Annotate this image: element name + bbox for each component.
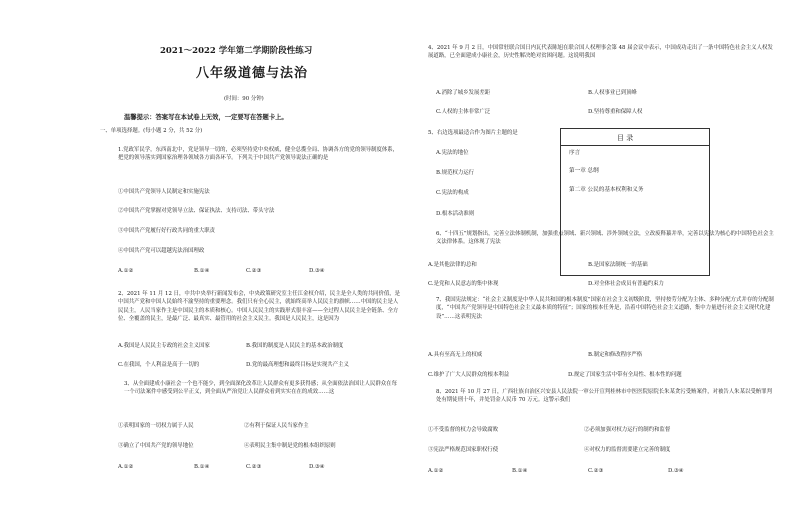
- section-heading: 一、单项选择题。(每小题 2 分，共 52 分): [100, 128, 203, 134]
- q1-option-1: ①中国共产党领导人民制定和实施宪法: [118, 189, 210, 195]
- q2-option-d: D.党的最高理想和最终目标是实现共产主义: [246, 362, 349, 368]
- q5-choice-a: A.宪法的地位: [436, 150, 469, 156]
- q8-option-2: ②必须加强对权力运行的制约和监督: [584, 427, 671, 433]
- q1-choice-d: D.③④: [309, 268, 325, 274]
- toc-chapter-2: 第二章 公民的基本权利和义务: [569, 187, 644, 193]
- q3-option-1: ①表明国家的一切权力属于人民: [118, 423, 194, 429]
- q8-stem: 8、2021 年 10 月 27 日，广西壮族自治区兴安县人民法院一审公开宣判桂林市中医医院原院长朱某贪污受贿案件，对被告人朱某以受贿罪判处有期徒刑十年，并处罚金人民币 70 万元。这警示我们: [436, 389, 772, 404]
- q8-option-3: ③宪法严格规范国家职权行使: [428, 447, 499, 453]
- q5-choice-b: B.规范权力运行: [436, 170, 475, 176]
- q1-choice-a: A.①②: [118, 268, 134, 274]
- toc-title: 目 录: [617, 134, 634, 142]
- q8-option-1: ①不受监督的权力会导致腐败: [428, 427, 499, 433]
- q1-choice-c: C.②③: [246, 268, 262, 274]
- warm-tip: 温馨提示：答案写在本试卷上无效，一定要写在答题卡上。: [124, 114, 288, 121]
- q7-choice-b: B.制定和修改程序严格: [588, 352, 643, 358]
- q1-option-3: ③中国共产党履行好行政共同的重大职责: [118, 228, 216, 234]
- q2-option-a: A.我国是人民民主专政的社会主义国家: [118, 343, 210, 349]
- q6-choice-d: D.对全体社会成员有普遍约束力: [588, 281, 664, 287]
- q2-option-b: B.我国的制度是人民民主的基本政治制度: [246, 343, 344, 349]
- q1-choice-b: B.①④: [194, 268, 210, 274]
- subject-title: 八年级道德与法治: [196, 66, 309, 81]
- q6-choice-c: C.是党和人民意志的集中体现: [428, 281, 499, 287]
- exam-time: (时间：90 分钟): [224, 96, 264, 102]
- q5-stem: 5、右边选项最适合作为图片主题的是: [428, 130, 518, 136]
- q3-choice-b: B.①④: [194, 464, 210, 470]
- q1-option-4: ④中国共产党可以超越宪法治国理政: [118, 248, 205, 254]
- q2-stem: 2、2021 年 11 月 12 日，中共中央举行新闻发布会，中央政策研究室主任江金权介绍，民主是全人类的共同价值，是中国共产党和中国人民始终不渝坚持的重要理念。我们只有全心民主，就始终高举人民民主的旗帜……中国的民主是人民民主，人民当家作主是中国民主的本质和核心。中国人民民主的实践形式很丰富——全过程人民民主是全链条、全方位、全覆盖的民主，是最广泛、最真实、最管用的社会主义民主。我国是人民民主，这是因为: [118, 291, 401, 323]
- q8-choice-b: B.①④: [512, 468, 528, 474]
- q7-choice-c: C.维护了广大人民群众的根本利益: [428, 372, 510, 378]
- q7-stem: 7、我国宪法规定：“社会主义制度是中华人民共和国的根本制度”国家在社会主义初级阶段，坚持按劳分配为主体、多种分配方式并存的分配制度，“中国共产党领导是中国特色社会主义最本质的特征”；国家的根本任务是，沿着中国特色社会主义道路，集中力量进行社会主义现代化建设”……这表明宪法: [436, 297, 774, 320]
- q8-choice-a: A.①②: [428, 468, 444, 474]
- q4-choice-b: B.人权事业已到顶峰: [588, 90, 637, 96]
- q3-choice-a: A.①②: [118, 464, 134, 470]
- q8-option-4: ④对权力的监督需要建立完善的制度: [584, 447, 671, 453]
- q6-choice-a: A.是其他法律的总和: [428, 262, 477, 268]
- toc-chapter-1: 第一章 总纲: [569, 168, 599, 174]
- q7-choice-a: A.具有至高无上的权威: [428, 352, 483, 358]
- q8-choice-c: C.②③: [588, 468, 604, 474]
- q5-choice-d: D.根本活动准则: [436, 211, 475, 217]
- q3-option-3: ③确立了中国共产党的领导地位: [118, 443, 194, 449]
- term-title: 2021～2022 学年第二学期阶段性练习: [160, 46, 313, 56]
- q7-choice-d: D.规定了国家生活中带有全局性、根本性的问题: [568, 372, 682, 378]
- q8-choice-d: D.③④: [668, 468, 684, 474]
- toc-preamble: 序言: [569, 150, 581, 156]
- q6-stem: 6、“十四五”规划指出，完善立法体制机制，加强重点领域、新兴领域、涉外领域立法，立改废释纂并举，完善以宪法为核心的中国特色社会主义法律体系。这体现了宪法: [436, 231, 774, 246]
- q2-option-c: C.在我国，个人利益是高于一切的: [118, 362, 200, 368]
- q6-choice-b: B.是国家法制统一的基础: [588, 262, 648, 268]
- q1-stem: 1.党政军民学，东西南北中，党是领导一切的，必须坚持党中央权威，健全总揽全局、协调各方的党的领导制度体系，把党的领导落实到国家治理各领域各方面各环节。下列关于中国共产党领导说法正确的是: [118, 147, 399, 162]
- q3-choice-d: D.③④: [309, 464, 325, 470]
- q4-choice-d: D.坚持尊重和保障人权: [588, 109, 643, 115]
- q4-stem: 4、2021 年 9 月 2 日，中国常驻联合国日内瓦代表陈旭在联合国人权理事会第 48 届会议中表示，中国成功走出了一条中国特色社会主义人权发展道路，已全面建成小康社会，历史性解决绝对贫困问题。这说明我国: [428, 45, 773, 60]
- q3-stem: 3、从全面建成小康社会一个也不能少，到全面深化改革让人民群众有更多获得感；从全面依法治国让人民群众在每一个司法案件中感受到公平正义，到全面从严治党让人民群众看到实实在在的成效……这: [124, 381, 397, 396]
- q4-choice-c: C.人权的主体非常广泛: [436, 109, 491, 115]
- q4-choice-a: A.消除了城乡发展差距: [436, 90, 491, 96]
- q1-option-2: ②中国共产党掌握对党领导立法、保证执法、支持司法、带头守法: [118, 208, 275, 214]
- q3-choice-c: C.②③: [246, 464, 262, 470]
- q3-option-2: ②有利于保证人民当家作主: [244, 423, 309, 429]
- q3-option-4: ④表明民主集中制是党的根本组织原则: [244, 443, 336, 449]
- q5-choice-c: C.宪法的构成: [436, 190, 469, 196]
